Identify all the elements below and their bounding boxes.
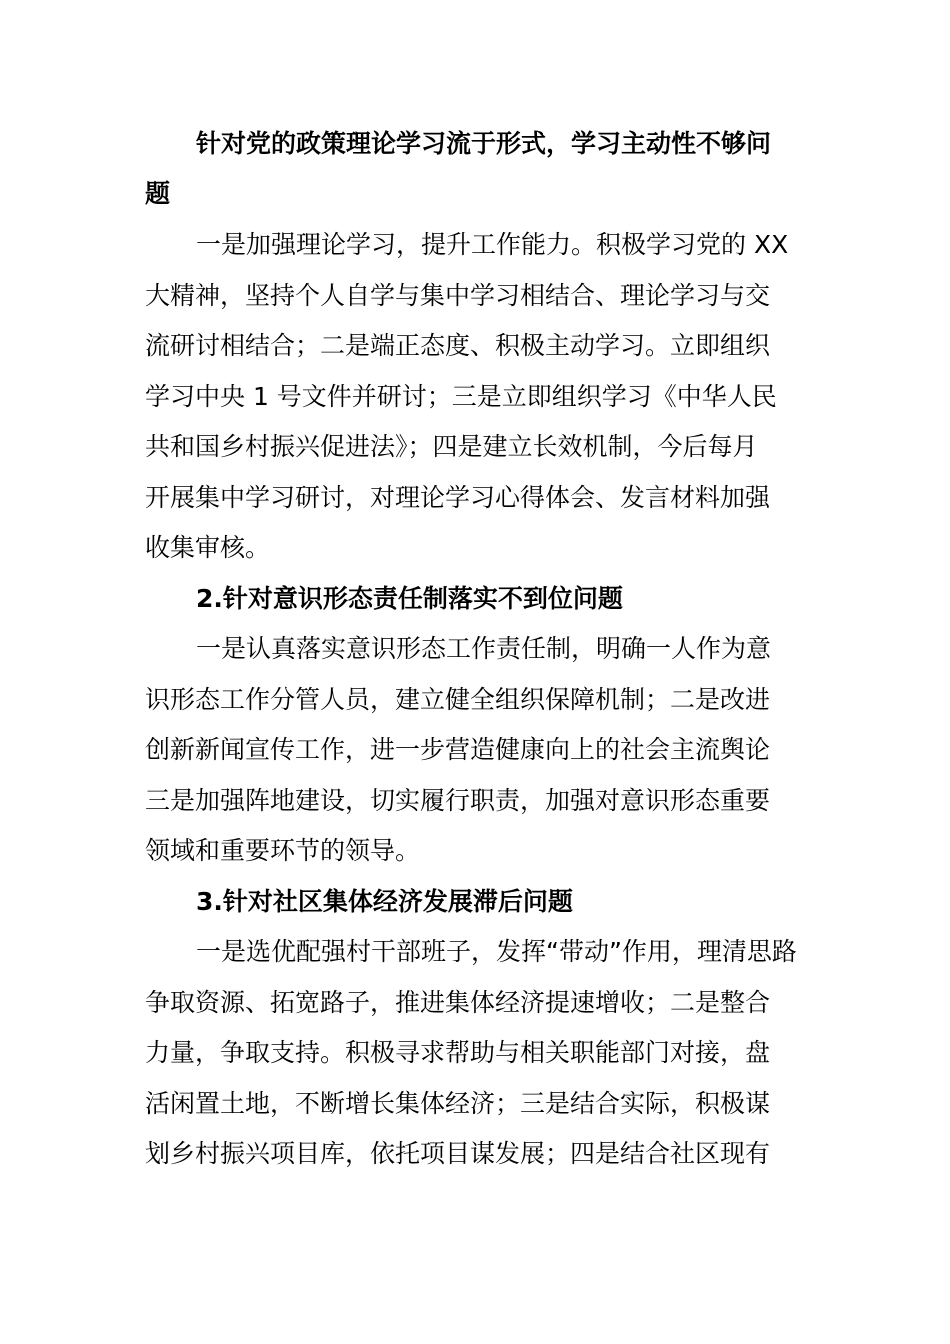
heading-2: 2.针对意识形态责任制落实不到位问题 bbox=[196, 584, 623, 613]
paragraph-1-line-4: 学习中央 1 号文件并研讨；三是立即组织学习《中华人民 bbox=[145, 382, 777, 411]
paragraph-3-line-2: 争取资源、拓宽路子，推进集体经济提速增收；二是整合 bbox=[145, 988, 771, 1017]
paragraph-2-line-1: 一是认真落实意识形态工作责任制，明确一人作为意 bbox=[196, 634, 772, 663]
paragraph-3-line-4: 活闲置土地，不断增长集体经济；三是结合实际，积极谋 bbox=[145, 1089, 771, 1118]
heading-3: 3.针对社区集体经济发展滞后问题 bbox=[196, 887, 573, 916]
paragraph-2-line-2: 识形态工作分管人员，建立健全组织保障机制；二是改进 bbox=[145, 685, 771, 714]
paragraph-2-line-5: 领域和重要环节的领导。 bbox=[145, 836, 421, 865]
heading-1-line-2: 题 bbox=[145, 179, 171, 208]
paragraph-1-line-7: 收集审核。 bbox=[145, 533, 271, 562]
paragraph-2-line-3: 创新新闻宣传工作，进一步营造健康向上的社会主流舆论 bbox=[145, 735, 771, 764]
paragraph-1-line-1: 一是加强理论学习，提升工作能力。积极学习党的 XX bbox=[196, 230, 789, 259]
paragraph-2-line-4: 三是加强阵地建设，切实履行职责，加强对意识形态重要 bbox=[145, 786, 771, 815]
paragraph-1-line-5: 共和国乡村振兴促进法》；四是建立长效机制，今后每月 bbox=[145, 432, 758, 461]
paragraph-1-line-3: 流研讨相结合；二是端正态度、积极主动学习。立即组织 bbox=[145, 331, 771, 360]
heading-1-line-1: 针对党的政策理论学习流于形式，学习主动性不够问 bbox=[196, 129, 772, 158]
paragraph-1-line-2: 大精神，坚持个人自学与集中学习相结合、理论学习与交 bbox=[145, 281, 771, 310]
paragraph-3-line-3: 力量，争取支持。积极寻求帮助与相关职能部门对接，盘 bbox=[145, 1038, 771, 1067]
paragraph-3-line-1: 一是选优配强村干部班子，发挥“带动”作用，理清思路 bbox=[196, 937, 797, 966]
paragraph-3-line-5: 划乡村振兴项目库，依托项目谋发展；四是结合社区现有 bbox=[145, 1139, 771, 1168]
paragraph-1-line-6: 开展集中学习研讨，对理论学习心得体会、发言材料加强 bbox=[145, 483, 771, 512]
